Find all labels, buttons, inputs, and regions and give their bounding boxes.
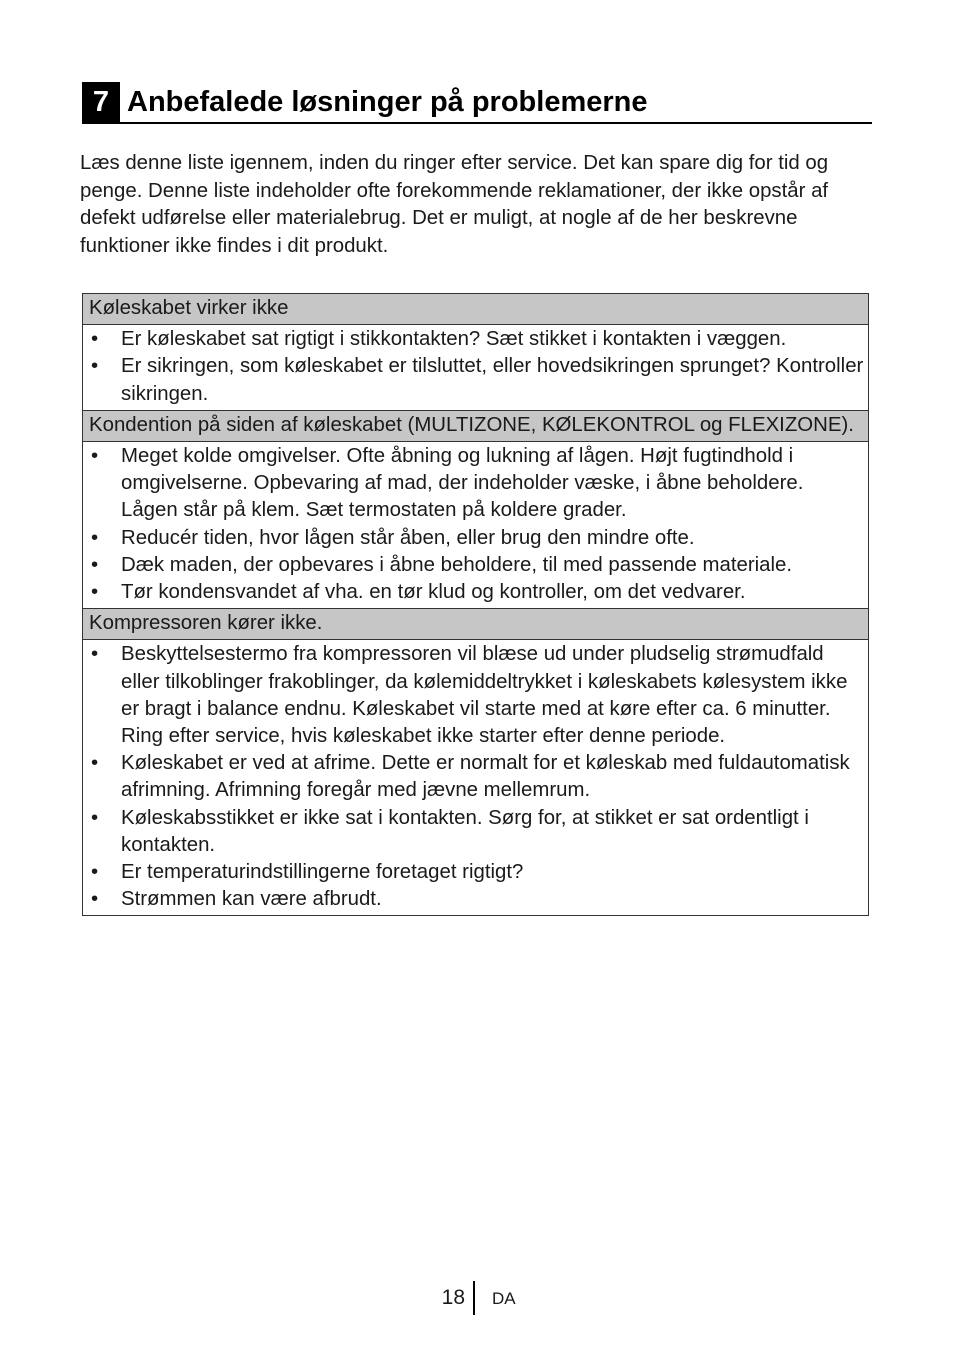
solution-item bbox=[87, 353, 864, 407]
solution-item bbox=[87, 886, 864, 913]
bullet-point: • bbox=[91, 553, 99, 576]
solution-text: Køleskabsstikket er ikke sat i kontakten. Sørg for, at stikket er sat ordentligt i kontakten. bbox=[121, 806, 809, 856]
solution-cell bbox=[83, 640, 869, 916]
problem-heading: Kondention på siden af køleskabet (MULTIZONE, KØLEKONTROL og FLEXIZONE). bbox=[83, 410, 869, 441]
bullet-point: • bbox=[91, 888, 99, 911]
problem-heading: Køleskabet virker ikke bbox=[83, 294, 869, 325]
intro-paragraph: Læs denne liste igennem, inden du ringer efter service. Det kan spare dig for tid og penge. Denne liste indeholder ofte forekommende reklamationer, der ikke opstår af defekt udførelse eller materialebrug. Det er muligt, at nogle af de her beskrevne funktioner ikke findes i dit produkt. bbox=[80, 152, 829, 257]
problem-header-row bbox=[83, 410, 869, 441]
section-number: 7 bbox=[82, 82, 120, 122]
language-code: DA bbox=[492, 1289, 516, 1308]
solution-text: Er temperaturindstillingerne foretaget rigtigt? bbox=[121, 861, 524, 884]
solution-item bbox=[87, 805, 864, 859]
solution-row bbox=[83, 442, 869, 609]
solution-item bbox=[87, 641, 864, 750]
section-heading bbox=[82, 82, 872, 124]
solution-cell bbox=[83, 325, 869, 411]
footer-divider bbox=[473, 1281, 475, 1315]
solution-text: Beskyttelsestermo fra kompressoren vil blæse ud under pludselig strømudfald eller tilkoblinger frakoblinger, da kølemiddeltrykket i køleskabets kølesystem ikke er bragt i balance endnu. Køleskabet vil starte med at køre efter ca. 6 minutter. Ring efter service, hvis køleskabet ikke starter efter denne periode. bbox=[121, 643, 848, 748]
solution-text: Tør kondensvandet af vha. en tør klud og kontroller, om det vedvarer. bbox=[121, 581, 746, 604]
solution-item bbox=[87, 443, 864, 525]
bullet-point: • bbox=[91, 355, 99, 378]
solution-text: Strømmen kan være afbrudt. bbox=[121, 888, 382, 911]
solution-row bbox=[83, 325, 869, 411]
solution-list bbox=[87, 443, 864, 606]
solution-item bbox=[87, 326, 864, 353]
solution-item bbox=[87, 750, 864, 804]
page-number: 18 bbox=[441, 1286, 465, 1309]
problem-heading: Kompressoren kører ikke. bbox=[83, 609, 869, 640]
solution-list bbox=[87, 641, 864, 913]
solution-text: Er køleskabet sat rigtigt i stikkontakten? Sæt stikket i kontakten i væggen. bbox=[121, 328, 787, 351]
bullet-point: • bbox=[91, 328, 99, 351]
problem-header-row bbox=[83, 294, 869, 325]
solution-text: Dæk maden, der opbevares i åbne beholdere, til med passende materiale. bbox=[121, 553, 793, 576]
solution-item bbox=[87, 525, 864, 552]
solution-cell bbox=[83, 442, 869, 609]
bullet-point: • bbox=[91, 581, 99, 604]
solution-item bbox=[87, 579, 864, 606]
solution-text: Meget kolde omgivelser. Ofte åbning og lukning af lågen. Højt fugtindhold i omgivelserne. Opbevaring af mad, der indeholder væske, i åbne beholdere. Lågen står på klem. Sæt termostaten på koldere grader. bbox=[121, 445, 804, 522]
solution-row bbox=[83, 640, 869, 916]
solution-item bbox=[87, 552, 864, 579]
solution-list bbox=[87, 326, 864, 408]
bullet-point: • bbox=[91, 861, 99, 884]
bullet-point: • bbox=[91, 806, 99, 829]
solution-text: Er sikringen, som køleskabet er tilsluttet, eller hovedsikringen sprunget? Kontroller sikringen. bbox=[121, 355, 864, 405]
problem-header-row bbox=[83, 609, 869, 640]
bullet-point: • bbox=[91, 643, 99, 666]
bullet-point: • bbox=[91, 526, 99, 549]
solution-item bbox=[87, 859, 864, 886]
solution-text: Reducér tiden, hvor lågen står åben, eller brug den mindre ofte. bbox=[121, 526, 695, 549]
troubleshooting-table bbox=[82, 293, 869, 916]
bullet-point: • bbox=[91, 752, 99, 775]
bullet-point: • bbox=[91, 445, 99, 468]
section-title: Anbefalede løsninger på problemerne bbox=[127, 86, 648, 118]
solution-text: Køleskabet er ved at afrime. Dette er normalt for et køleskab med fuldautomatisk afrimning. Afrimning foregår med jævne mellemrum. bbox=[121, 752, 850, 802]
